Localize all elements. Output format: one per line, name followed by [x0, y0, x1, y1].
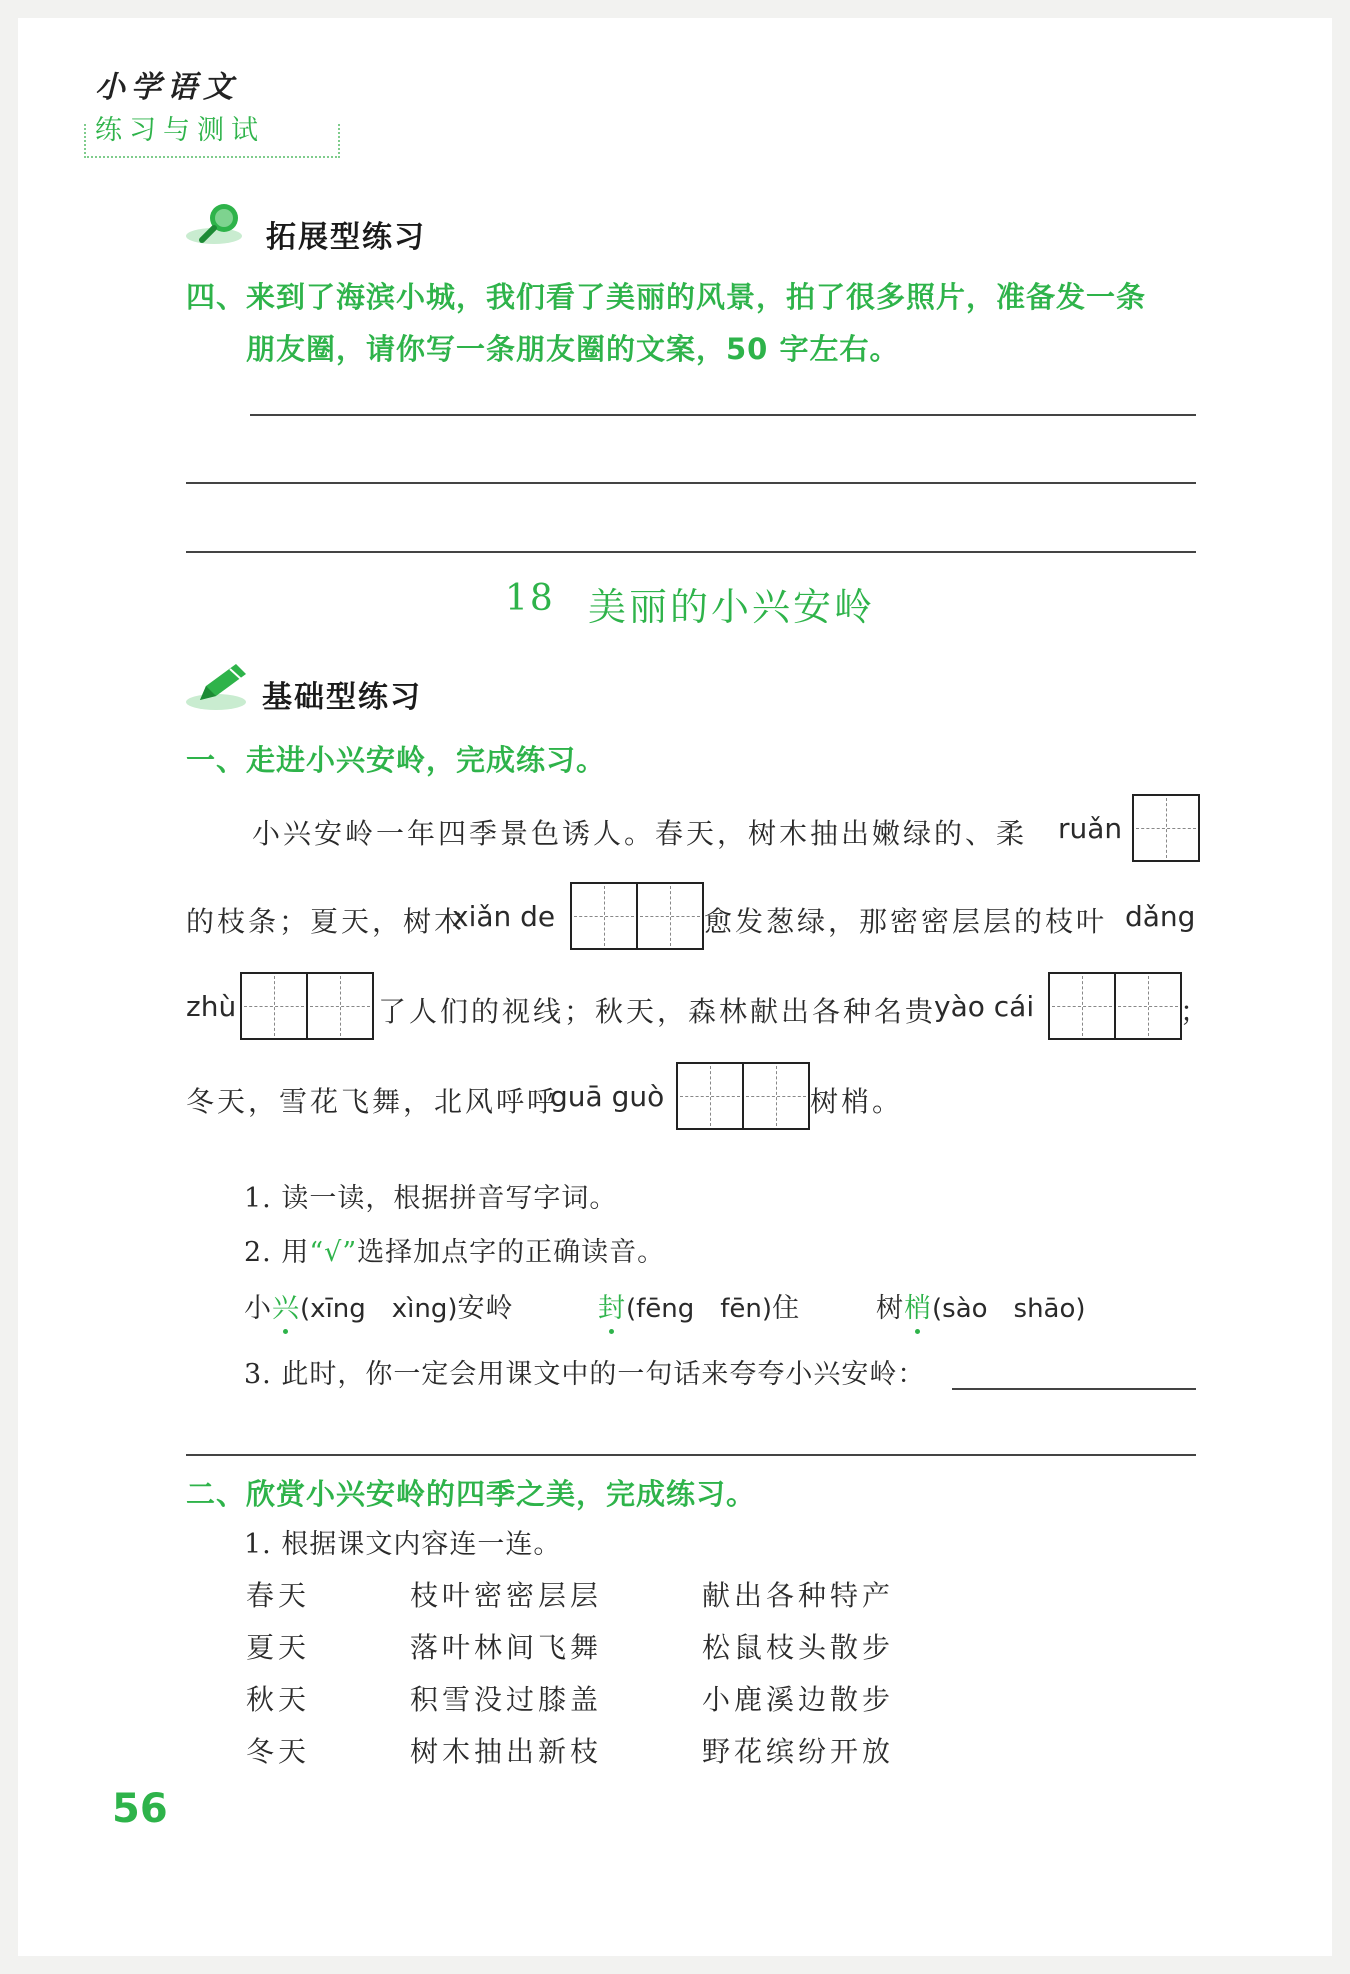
- match-col3-item[interactable]: 小鹿溪边散步: [702, 1683, 895, 1716]
- tianzige-box-5[interactable]: [676, 1062, 810, 1130]
- pencil-icon: [184, 660, 260, 716]
- tianzige-box-3[interactable]: [240, 972, 374, 1040]
- book-subject: 小学语文: [95, 70, 239, 105]
- answer-line[interactable]: [186, 482, 1196, 484]
- pinyin-yaocai: yào cái: [934, 990, 1035, 1023]
- tianzige-box-4[interactable]: [1048, 972, 1182, 1040]
- match-col1-item[interactable]: 夏天: [246, 1631, 311, 1664]
- match-col2-item[interactable]: 树木抽出新枝: [410, 1735, 603, 1768]
- answer-line[interactable]: [186, 551, 1196, 553]
- match-col1-item[interactable]: 春天: [246, 1579, 311, 1612]
- pinyin-zhu: zhù: [186, 990, 237, 1023]
- question-2: 二、欣赏小兴安岭的四季之美，完成练习。: [186, 1477, 757, 1511]
- answer-line[interactable]: [952, 1388, 1196, 1390]
- question-4-line1: 四、来到了海滨小城，我们看了美丽的风景，拍了很多照片，准备发一条: [186, 280, 1147, 314]
- basic-section-title: 基础型练习: [262, 680, 422, 715]
- passage-line4-a: 冬天，雪花飞舞，北风呼呼: [186, 1085, 559, 1118]
- match-col3-item[interactable]: 献出各种特产: [702, 1579, 895, 1612]
- magnifier-icon: [184, 200, 260, 250]
- passage-line2-a: 的枝条；夏天，树木: [186, 905, 466, 938]
- match-col2-item[interactable]: 积雪没过膝盖: [410, 1683, 603, 1716]
- pronunciation-choice-feng[interactable]: 封(fēng fēn)住: [598, 1293, 801, 1324]
- answer-line[interactable]: [186, 1454, 1196, 1456]
- pinyin-guaguo: guā guò: [550, 1080, 665, 1113]
- match-col3-item[interactable]: 野花缤纷开放: [702, 1735, 895, 1768]
- book-series: 练习与测试: [95, 115, 265, 146]
- pronunciation-choice-shao[interactable]: 树梢(sào shāo): [876, 1293, 1086, 1324]
- extension-section-title: 拓展型练习: [266, 220, 426, 255]
- pronunciation-choice-xing[interactable]: 小兴(xīng xìng)安岭: [244, 1293, 514, 1324]
- pinyin-xiande: xiǎn de: [452, 900, 556, 933]
- match-col2-item[interactable]: 枝叶密密层层: [410, 1579, 603, 1612]
- question-1: 一、走进小兴安岭，完成练习。: [186, 743, 607, 777]
- header-dotted-frame: [84, 124, 340, 158]
- subquestion-2: 2. 用“√”选择加点字的正确读音。: [244, 1237, 666, 1268]
- tianzige-box-1[interactable]: [1132, 794, 1200, 862]
- match-col1-item[interactable]: 冬天: [246, 1735, 311, 1768]
- subquestion-1: 1. 读一读，根据拼音写字词。: [244, 1183, 618, 1214]
- question-4-line2: 朋友圈，请你写一条朋友圈的文案，50 字左右。: [246, 332, 900, 366]
- passage-line3-end: ；: [1180, 995, 1212, 1028]
- lesson-title: 美丽的小兴安岭: [588, 585, 876, 629]
- pinyin-ruan: ruǎn: [1058, 812, 1123, 845]
- pinyin-dang: dǎng: [1125, 900, 1196, 933]
- match-col3-item[interactable]: 松鼠枝头散步: [702, 1631, 895, 1664]
- q2-subquestion-1: 1. 根据课文内容连一连。: [244, 1529, 562, 1560]
- passage-line2-b: 愈发葱绿，那密密层层的枝叶: [704, 905, 1108, 938]
- lesson-number: 18: [505, 578, 555, 619]
- passage-line1: 小兴安岭一年四季景色诱人。春天，树木抽出嫩绿的、柔: [252, 817, 1028, 850]
- match-col1-item[interactable]: 秋天: [246, 1683, 311, 1716]
- tianzige-box-2[interactable]: [570, 882, 704, 950]
- match-col2-item[interactable]: 落叶林间飞舞: [410, 1631, 603, 1664]
- subquestion-3: 3. 此时，你一定会用课文中的一句话来夸夸小兴安岭：: [244, 1359, 926, 1390]
- page-number: 56: [112, 1786, 168, 1832]
- answer-line[interactable]: [250, 414, 1196, 416]
- passage-line4-b: 树梢。: [810, 1085, 904, 1118]
- passage-line3-a: 了人们的视线；秋天，森林献出各种名贵: [378, 995, 937, 1028]
